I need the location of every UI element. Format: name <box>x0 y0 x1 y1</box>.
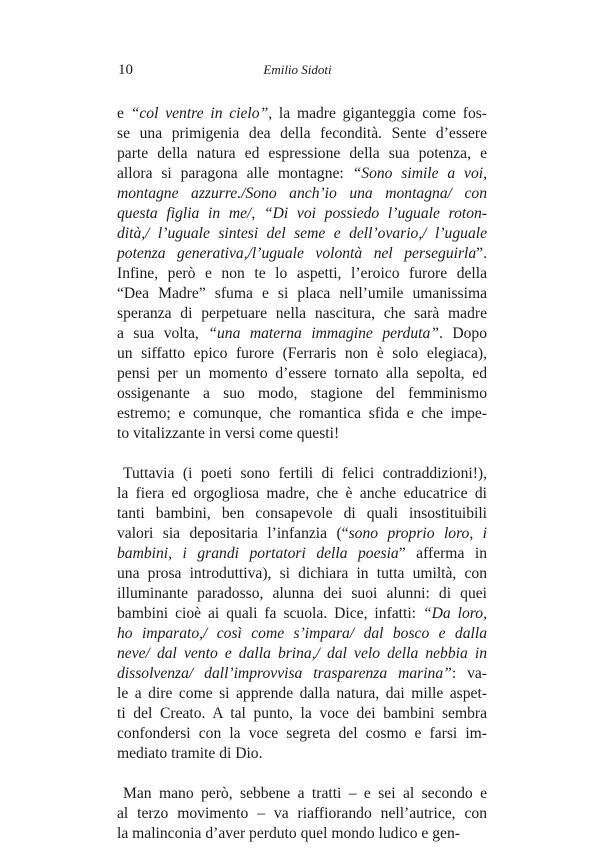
text-line <box>117 544 487 564</box>
text-run: una prosa introduttiva), si dichiara in tutta umiltà, con <box>117 565 487 582</box>
text-run: a sua volta, <box>117 325 209 342</box>
text-line <box>117 184 487 204</box>
text-line <box>117 644 487 664</box>
text-line <box>117 484 487 504</box>
italic-quote: potenza generativa,/l’uguale volontà nel perseguirla <box>117 245 477 262</box>
text-line <box>117 384 487 404</box>
text-run: pensi per un momento d’essere tornato alla sepolta, ed <box>117 365 487 382</box>
text-run: e <box>117 105 131 122</box>
text-line <box>117 264 487 284</box>
text-run: la malinconia d’aver perduto quel mondo ludico e gen- <box>117 825 460 842</box>
text-line <box>117 524 487 544</box>
italic-quote: dissolvenza/ dall’improvvisa trasparenza marina” <box>117 665 452 682</box>
text-run: estremo; e comunque, che romantica sfida e che impe- <box>117 405 487 422</box>
italic-quote: “col ventre in cielo” <box>130 105 269 122</box>
italic-quote: dità,/ l’uguale sintesi del seme e dell’ovario,/ l’uguale <box>117 225 487 242</box>
text-line <box>117 464 487 484</box>
italic-quote: “una materna immagine perduta” <box>208 325 439 342</box>
paragraph <box>117 784 487 844</box>
italic-quote: sono proprio loro, i <box>348 525 487 542</box>
text-line <box>117 344 487 364</box>
text-line <box>117 784 487 804</box>
text-run: parte della natura ed espressione della sua potenza, e <box>117 145 487 162</box>
body-text <box>117 104 487 844</box>
text-run: bambini cioè ai quali fa scuola. Dice, infatti: <box>117 605 423 622</box>
text-run: speranza di perpetuare nella nascitura, che sarà madre <box>117 305 487 322</box>
paragraph-gap <box>117 444 487 464</box>
text-run: al terzo movimento – va riaffiorando nell’autrice, con <box>117 805 487 822</box>
text-run: tanti bambini, ben consapevole di quali insostituibili <box>117 505 487 522</box>
text-run: Infine, però e non te lo aspetti, l’eroico furore della <box>117 265 487 282</box>
text-line <box>117 564 487 584</box>
text-line <box>117 124 487 144</box>
page-number: 10 <box>118 62 133 78</box>
text-line <box>117 724 487 744</box>
text-run: . Dopo <box>438 325 488 342</box>
text-line <box>117 604 487 624</box>
text-line <box>117 284 487 304</box>
text-line <box>117 584 487 604</box>
text-run: Tuttavia (i poeti sono fertili di felici contraddizioni!), <box>123 465 487 482</box>
text-line <box>117 824 487 844</box>
text-run: , la madre giganteggia come fos- <box>268 105 487 122</box>
text-line <box>117 224 487 244</box>
text-line <box>117 204 487 224</box>
italic-quote: questa figlia in me/, “Di voi possiedo l’uguale roton- <box>117 205 487 222</box>
text-run: se una primigenia dea della fecondità. Sente d’essere <box>117 125 487 142</box>
text-run: : va- <box>451 665 487 682</box>
text-run: mediato tramite di Dio. <box>117 745 263 762</box>
text-run: le a dire come si apprende dalla natura, dai mille aspet- <box>117 685 487 702</box>
text-line <box>117 684 487 704</box>
text-line <box>117 704 487 724</box>
text-line <box>117 404 487 424</box>
text-line <box>117 244 487 264</box>
text-line <box>117 504 487 524</box>
text-line <box>117 324 487 344</box>
text-line <box>117 104 487 124</box>
text-run: Man mano però, sebbene a tratti – e sei al secondo e <box>123 785 487 802</box>
text-line <box>117 744 487 764</box>
text-line <box>117 304 487 324</box>
text-run: ti del Creato. A tal punto, la voce dei bambini sembra <box>117 705 487 722</box>
italic-quote: neve/ dal vento e dalla brina,/ dal velo della nebbia in <box>117 645 487 662</box>
text-run: la fiera ed orgogliosa madre, che è anche educatrice di <box>117 485 487 502</box>
italic-quote: ho imparato,/ così come s’impara/ dal bosco e dalla <box>117 625 487 642</box>
text-run: ” afferma in <box>398 545 488 562</box>
running-head: Emilio Sidoti <box>263 62 332 77</box>
text-run: “Dea Madre” sfuma e si placa nell’umile umanissima <box>117 285 487 302</box>
text-run: to vitalizzante in versi come questi! <box>117 425 340 442</box>
text-run: confondersi con la voce segreta del cosmo e farsi im- <box>117 725 487 742</box>
text-line <box>117 164 487 184</box>
paragraph <box>117 464 487 764</box>
italic-quote: “Sono simile a voi, <box>352 165 487 182</box>
text-run: valori sia depositaria l’infanzia (“ <box>117 525 349 542</box>
text-line <box>117 364 487 384</box>
italic-quote: bambini, i grandi portatori della poesia <box>117 545 399 562</box>
text-line <box>117 624 487 644</box>
paragraph-gap <box>117 764 487 784</box>
text-run: allora si paragona alle montagne: <box>117 165 353 182</box>
italic-quote: “Da loro, <box>422 605 487 622</box>
text-run: un siffatto epico furore (Ferraris non è solo elegiaca), <box>117 345 487 362</box>
text-run: illuminante paradosso, alunna dei suoi alunni: di quei <box>117 585 487 602</box>
text-line <box>117 424 487 444</box>
text-run: ”. <box>476 245 487 262</box>
text-run: ossigenante a suo modo, stagione del femminismo <box>117 385 487 402</box>
paragraph <box>117 104 487 444</box>
text-line <box>117 804 487 824</box>
text-line <box>117 144 487 164</box>
italic-quote: montagne azzurre./Sono anch’io una montagna/ con <box>117 185 487 202</box>
text-line <box>117 664 487 684</box>
